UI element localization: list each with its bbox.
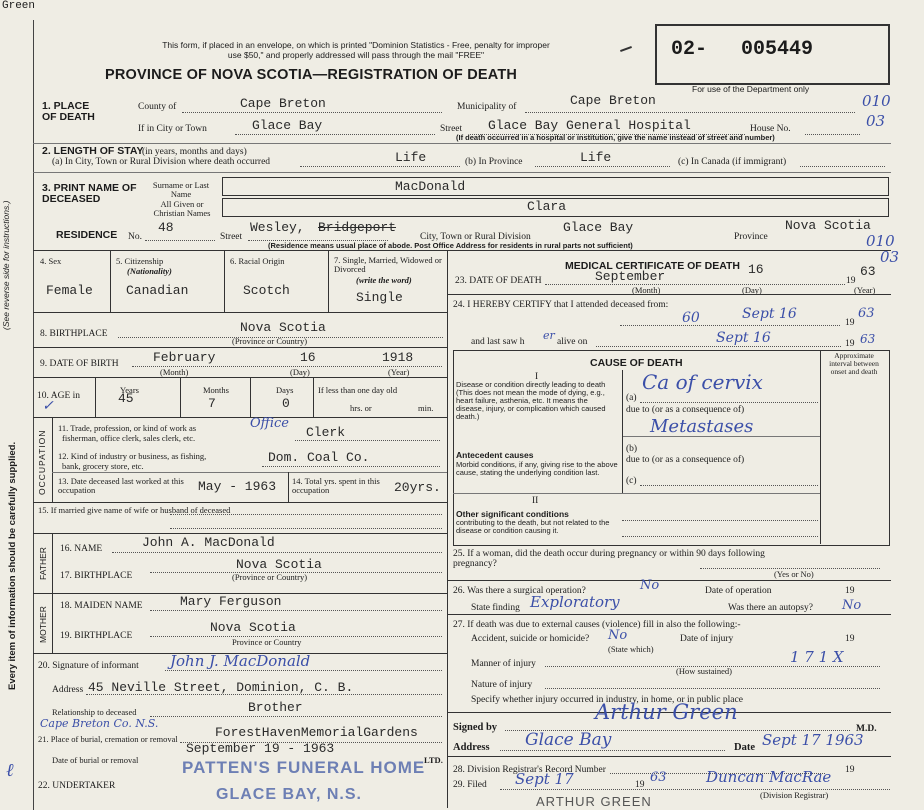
- mother-birthplace-label: 19. BIRTHPLACE: [60, 631, 133, 641]
- industry-12-sub: bank, grocery store, etc.: [62, 461, 144, 471]
- surname-value: MacDonald: [395, 179, 466, 194]
- manner-label: Manner of injury: [471, 659, 536, 669]
- operation-year-prefix: 19: [845, 586, 855, 596]
- birth-day: 16: [300, 350, 316, 365]
- total-years-14-value: 20yrs.: [394, 480, 441, 495]
- how-sustained-label: (How sustained): [676, 666, 732, 676]
- age-days-value: 0: [282, 396, 290, 411]
- undertaker-label: 22. UNDERTAKER: [38, 781, 116, 791]
- other-conditions-text: contributing to the death, but not related to the disease or condition causing it.: [456, 518, 610, 535]
- residence-province-label: Province: [734, 232, 768, 242]
- length-of-stay-label: 2. LENGTH OF STAY: [42, 145, 144, 157]
- age-days-label: Days: [276, 385, 294, 395]
- father-side-label: FATHER: [38, 547, 48, 580]
- attended-to: Sept 16: [742, 306, 797, 322]
- occupation-11-sub: fisherman, office clerk, sales clerk, etc.: [62, 433, 196, 443]
- accident-label: Accident, suicide or homicide?: [471, 634, 590, 644]
- father-birthplace-value: Nova Scotia: [236, 557, 322, 572]
- interval-label: Approximate interval between onset and death: [829, 351, 879, 376]
- min-label: min.: [418, 403, 434, 413]
- relationship-value: Brother: [248, 700, 303, 715]
- father-name-value: John A. MacDonald: [142, 535, 275, 550]
- city-label: If in City or Town: [138, 124, 207, 134]
- attended-year: 63: [858, 306, 875, 321]
- birth-day-label: (Day): [290, 367, 310, 377]
- last-worked-13-label: 13. Date deceased last worked at this occupation: [58, 476, 184, 495]
- burial-place-label: 21. Place of burial, cremation or removal: [38, 734, 178, 744]
- death-day: 16: [748, 262, 764, 277]
- residence-street-label: Street: [220, 232, 243, 242]
- residence-street-value: Wesley,: [250, 220, 305, 235]
- autopsy-label: Was there an autopsy?: [728, 603, 813, 613]
- signed-by-label: Signed by: [453, 722, 498, 733]
- dash-mark: [620, 46, 632, 52]
- informant-signature: John J. MacDonald: [170, 652, 311, 670]
- attended-year-prefix: 19: [845, 318, 855, 328]
- birthplace-value: Nova Scotia: [240, 320, 326, 335]
- hrs-label: hrs. or: [350, 403, 372, 413]
- occupation-11-hand: Office: [250, 416, 289, 431]
- street-value: Glace Bay General Hospital: [488, 118, 691, 133]
- total-years-14-label: 14. Total yrs. spent in this occupation: [292, 476, 380, 495]
- residence-note: (Residence means usual place of abode. Post Office Address for residents in rural parts not sufficient): [268, 241, 633, 250]
- pregnancy-label: 25. If a woman, did the death occur during pregnancy or within 90 days following pregnancy?: [453, 549, 765, 569]
- alive-on-label: alive on: [557, 337, 588, 347]
- signed-date-label: Date: [734, 742, 755, 753]
- sex-value: Female: [46, 283, 93, 298]
- alive-date: Sept 16: [716, 330, 771, 346]
- death-month: September: [595, 269, 666, 284]
- autopsy-value: No: [842, 598, 862, 613]
- state-finding-value: Exploratory: [530, 593, 620, 611]
- death-day-label: (Day): [742, 285, 762, 295]
- place-code-2: 03: [866, 112, 886, 130]
- roman-two: II: [532, 496, 539, 506]
- alive-year: 63: [860, 332, 876, 346]
- reg-prefix: 02-: [671, 38, 708, 61]
- cause-a-value: Ca of cervix: [642, 370, 763, 394]
- place-note: (If death occurred in a hospital or institution, give the name instead of street and number): [456, 133, 775, 142]
- birthplace-label: 8. BIRTHPLACE: [40, 329, 108, 339]
- birth-year: 1918: [382, 350, 414, 365]
- last-saw-h: er: [543, 329, 555, 342]
- filed-label: 29. Filed: [453, 780, 487, 790]
- given-name-value: Clara: [527, 199, 567, 214]
- house-label: House No.: [750, 124, 791, 134]
- filed-year-prefix: 19: [635, 780, 645, 790]
- division-registrar-label: (Division Registrar): [760, 790, 829, 800]
- death-year: 63: [860, 264, 876, 279]
- stay-c-label: (c) In Canada (if immigrant): [678, 157, 787, 167]
- reg-number: 005449: [741, 38, 814, 61]
- racial-origin-value: Scotch: [243, 283, 290, 298]
- nature-label: Nature of injury: [471, 680, 533, 690]
- operation-date-label: Date of operation: [705, 586, 772, 596]
- operation-label: 26. Was there a surgical operation?: [453, 586, 586, 596]
- registrar-record-label: 28. Division Registrar's Record Number: [453, 765, 606, 775]
- undertaker-stamp-location: GLACE BAY, N.S.: [216, 786, 362, 803]
- citizenship-value: Canadian: [126, 283, 189, 298]
- due-to-b-label: due to (or as a consequence of): [626, 455, 745, 465]
- disease-label: Disease or condition directly leading to death (This does not mean the mode of dying, e.g., heart failure, asthenia, etc. It means the disease, injury, or complication which caused death.): [456, 380, 606, 421]
- burial-date-value: September 19 - 1963: [186, 741, 335, 756]
- mother-birthplace-value: Nova Scotia: [210, 620, 296, 635]
- death-year-prefix: 19: [846, 276, 856, 286]
- certify-label: 24. I HEREBY CERTIFY that I attended deceased from:: [453, 300, 669, 310]
- every-item-note: Every item of information should be carefully supplied.: [7, 441, 18, 690]
- specify-injury-label: Specify whether injury occurred in industry, in home, or in public place: [471, 695, 743, 705]
- age-years-label: Years: [120, 385, 139, 395]
- signed-date-value: Sept 17 1963: [762, 731, 864, 749]
- ltd-mark: LTD.: [424, 755, 443, 765]
- stay-a-value: Life: [395, 150, 427, 165]
- marital-value: Single: [356, 290, 403, 305]
- age-months-value: 7: [208, 396, 216, 411]
- place-code-1: 010: [862, 92, 891, 110]
- antecedent-text: Morbid conditions, if any, giving rise to the above cause, stating the underlying condition last.: [456, 460, 618, 477]
- state-finding-label: State finding: [471, 603, 520, 613]
- citizenship-label: 5. Citizenship: [116, 256, 164, 266]
- attended-from: 60: [682, 310, 700, 326]
- burial-date-label: Date of burial or removal: [52, 755, 139, 765]
- county-value: Cape Breton: [240, 96, 326, 111]
- stay-a-label: (a) In City, Town or Rural Division where death occurred: [52, 157, 271, 167]
- medical-certificate-title: MEDICAL CERTIFICATE OF DEATH: [565, 260, 740, 272]
- burial-note: Cape Breton Co. N.S.: [40, 717, 159, 730]
- registrar-signature: Duncan MacRae: [706, 768, 832, 786]
- mother-maiden-label: 18. MAIDEN NAME: [60, 601, 143, 611]
- surname-label: Surname or Last Name: [152, 180, 210, 199]
- form-title: PROVINCE OF NOVA SCOTIA—REGISTRATION OF DEATH: [105, 67, 518, 83]
- physician-address-label: Address: [453, 742, 490, 753]
- manner-value: 1 7 1 X: [790, 648, 844, 666]
- birthplace-sub: (Province or Country): [232, 336, 308, 346]
- municipality-value: Cape Breton: [570, 93, 656, 108]
- marital-sub-label: (write the word): [356, 275, 412, 285]
- mother-side-label: MOTHER: [38, 606, 48, 643]
- sex-label: 4. Sex: [40, 256, 62, 266]
- residence-city-value: Glace Bay: [563, 220, 634, 235]
- state-which-label: (State which): [608, 644, 654, 654]
- injury-date-label: Date of injury: [680, 634, 734, 644]
- injury-year-prefix: 19: [845, 634, 855, 644]
- date-of-death-label: 23. DATE OF DEATH: [455, 276, 542, 286]
- death-month-label: (Month): [632, 285, 661, 295]
- cause-c-label: (c): [626, 476, 637, 486]
- check-mark: ✓: [42, 398, 54, 414]
- residence-code-1: 010: [866, 232, 895, 250]
- industry-12-label: 12. Kind of industry or business, as fishing,: [58, 451, 207, 461]
- filed-year: 63: [650, 770, 667, 785]
- age-years-value: 45: [118, 391, 134, 406]
- residence-no-value: 48: [158, 220, 174, 235]
- informant-signature-label: 20. Signature of informant: [38, 661, 139, 671]
- mail-notice-line1: This form, if placed in an envelope, on which is printed "Dominion Statistics - Free, penalty for improper: [162, 40, 550, 50]
- physician-address-value: Glace Bay: [525, 730, 612, 750]
- residence-struck-value: Bridgeport: [318, 220, 397, 235]
- birth-month: February: [153, 350, 216, 365]
- city-value: Glace Bay: [252, 118, 323, 133]
- occupation-side-label: OCCUPATION: [37, 429, 47, 495]
- residence-city-label: City, Town or Rural Division: [420, 232, 531, 242]
- residence-code-2: 03: [880, 248, 900, 266]
- residence-no-label: No.: [128, 232, 142, 242]
- less-than-day-label: If less than one day old: [318, 385, 398, 395]
- death-year-label: (Year): [854, 285, 876, 295]
- place-of-death-label: 1. PLACE OF DEATH: [42, 100, 95, 123]
- alive-year-prefix: 19: [845, 339, 855, 349]
- street-label: Street: [440, 124, 463, 134]
- reverse-instructions-note: (See reverse side for instructions.): [1, 200, 11, 330]
- age-months-label: Months: [203, 385, 229, 395]
- given-names-label: All Given or Christian Names: [153, 199, 211, 218]
- marital-label: 7. Single, Married, Widowed or Divorced: [334, 255, 442, 274]
- birth-month-label: (Month): [160, 367, 189, 377]
- informant-address-label: Address: [52, 685, 84, 695]
- father-name-label: 16. NAME: [60, 544, 103, 554]
- last-saw-label: and last saw h: [471, 337, 525, 347]
- accident-value: No: [608, 628, 628, 643]
- relationship-label: Relationship to deceased: [52, 707, 137, 717]
- registration-number-box: [655, 24, 890, 85]
- physician-signature: Arthur Green: [595, 700, 738, 724]
- length-sub-label: (in years, months and days): [142, 147, 247, 157]
- spouse-label: 15. If married give name of wife or husband of deceased: [38, 505, 231, 515]
- age-label: 10. AGE in: [37, 391, 81, 401]
- occupation-11-value: Clerk: [306, 425, 346, 440]
- cause-b-value: Metastases: [650, 416, 754, 437]
- last-worked-13-value: May - 1963: [198, 479, 277, 494]
- cause-of-death-title: CAUSE OF DEATH: [590, 357, 683, 369]
- nationality-label: (Nationality): [127, 266, 172, 276]
- operation-value: No: [640, 578, 660, 593]
- industry-12-value: Dom. Coal Co.: [268, 450, 370, 465]
- cause-a-label: (a): [626, 393, 637, 403]
- surname-boxes: [222, 177, 889, 196]
- municipality-label: Municipality of: [457, 102, 517, 112]
- stay-b-label: (b) In Province: [465, 157, 523, 167]
- top-left-name: Green: [2, 0, 36, 12]
- other-conditions-label: Other significant conditions: [456, 509, 569, 519]
- county-label: County of: [138, 102, 177, 112]
- father-birthplace-sub: (Province or Country): [232, 572, 308, 582]
- external-causes-label: 27. If death was due to external causes (violence) fill in also the following:-: [453, 620, 741, 630]
- due-to-a-label: due to (or as a consequence of): [626, 405, 745, 415]
- mail-notice-line2: use $50," and properly addressed will pass through the mail "FREE": [227, 50, 485, 60]
- racial-origin-label: 6. Racial Origin: [230, 256, 285, 266]
- filed-date: Sept 17: [515, 770, 574, 788]
- burial-place-value: ForestHavenMemorialGardens: [215, 725, 418, 740]
- date-of-birth-label: 9. DATE OF BIRTH: [40, 359, 119, 369]
- antecedent-label: Antecedent causes: [456, 450, 534, 460]
- cause-b-label: (b): [626, 444, 638, 454]
- md-label: M.D.: [856, 724, 877, 734]
- roman-one: I: [535, 372, 539, 382]
- residence-label: RESIDENCE: [56, 229, 118, 241]
- department-use-note: For use of the Department only: [692, 84, 810, 94]
- stay-b-value: Life: [580, 150, 612, 165]
- occupation-11-label: 11. Trade, profession, or kind of work as: [58, 423, 197, 433]
- doctor-printed-name: ARTHUR GREEN: [536, 794, 652, 809]
- margin-mark: ℓ: [6, 760, 14, 781]
- residence-province-value: Nova Scotia: [785, 218, 871, 233]
- undertaker-stamp-name: PATTEN'S FUNERAL HOME: [182, 758, 426, 777]
- father-birthplace-label: 17. BIRTHPLACE: [60, 571, 133, 581]
- birth-year-label: (Year): [388, 367, 410, 377]
- informant-address-value: 45 Neville Street, Dominion, C. B.: [88, 680, 354, 695]
- mother-birthplace-sub: Province or Country: [232, 637, 302, 647]
- print-name-label: 3. PRINT NAME OF DECEASED: [42, 182, 137, 205]
- registrar-year-prefix: 19: [845, 765, 855, 775]
- yes-no-label: (Yes or No): [774, 569, 814, 579]
- mother-maiden-value: Mary Ferguson: [180, 594, 282, 609]
